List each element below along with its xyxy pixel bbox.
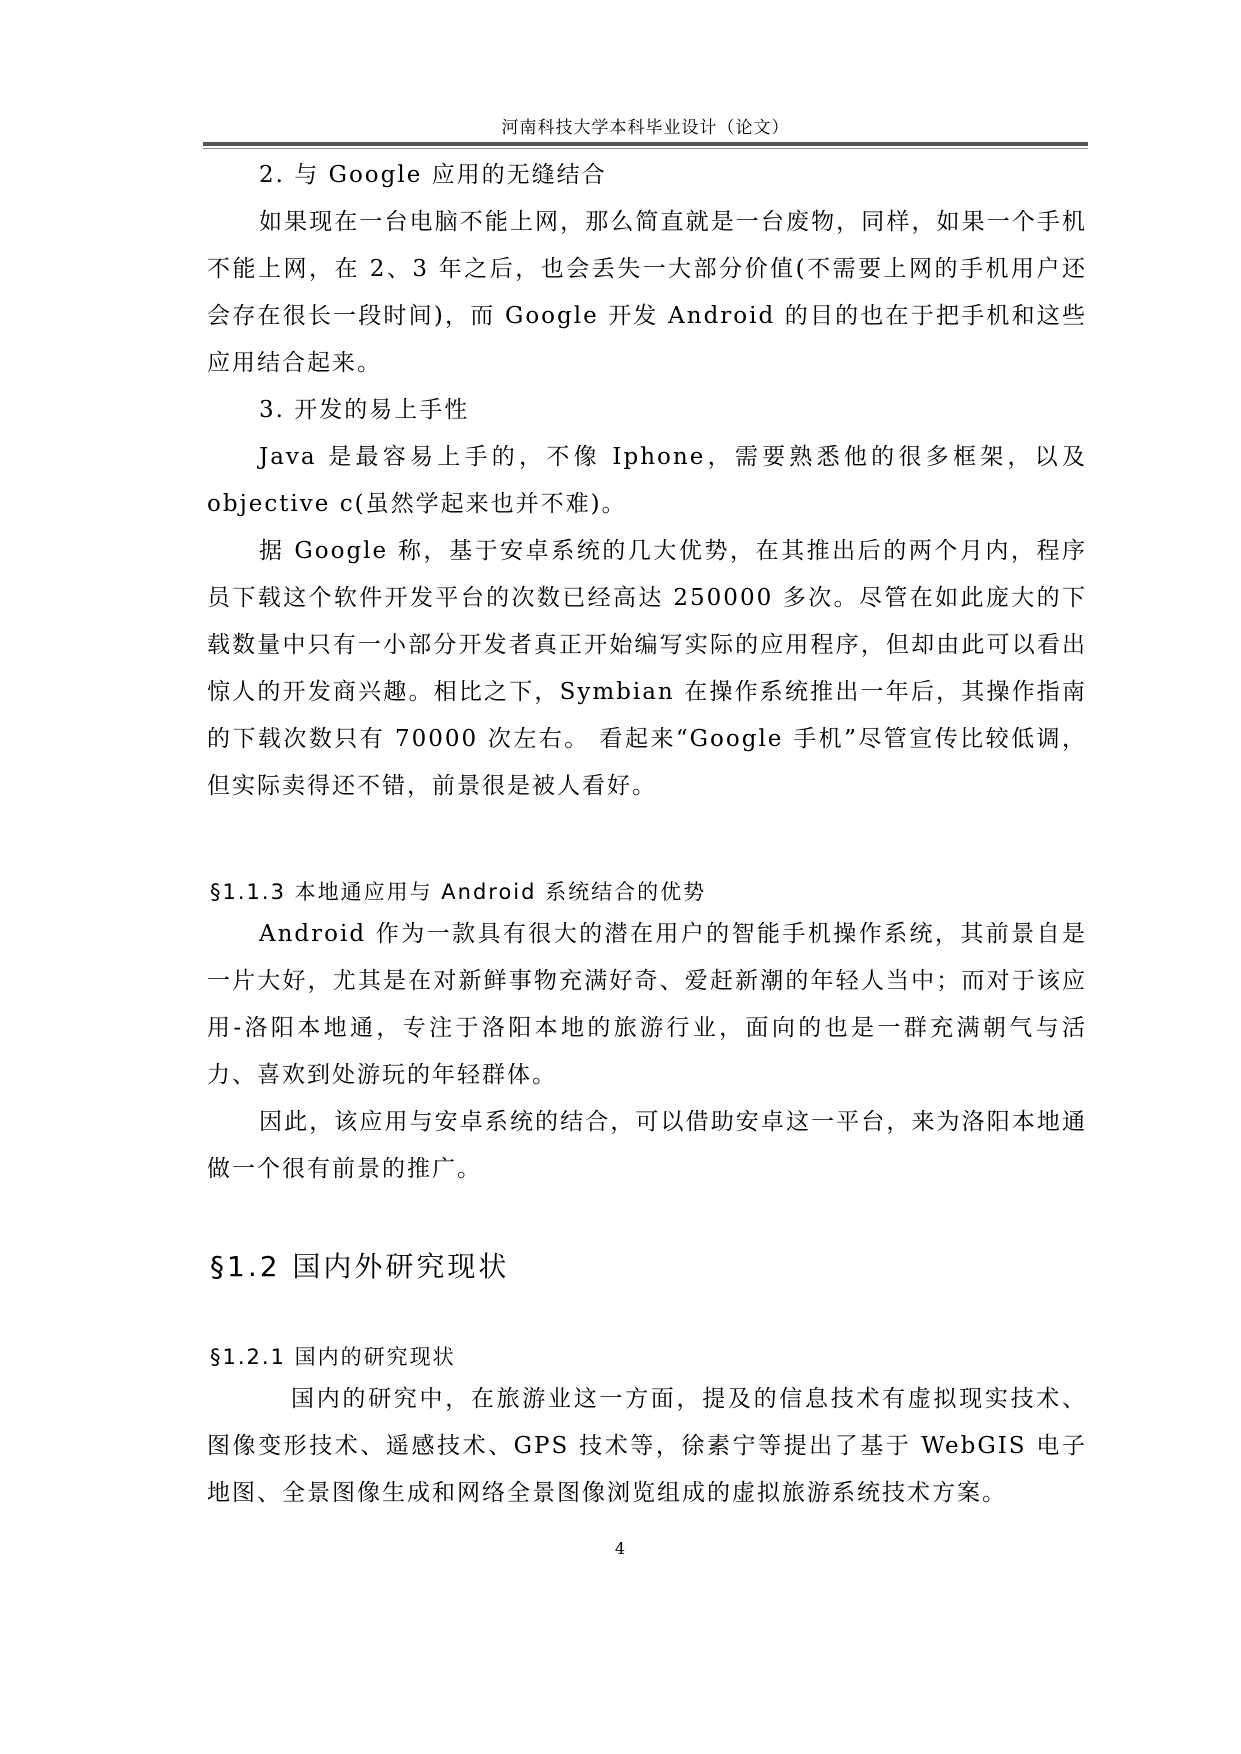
header-rule-thin [203,148,1088,149]
paragraph: Android 作为一款具有很大的潜在用户的智能手机操作系统，其前景自是一片大好，尤其是在对新鲜事物充满好奇、爱赶新潮的年轻人当中；而对于该应用-洛阳本地通，专注于洛阳本地的旅游行业，面向的也是一群充满朝气与活力、喜欢到处游玩的年轻群体。 [207,921,1087,1088]
paragraph: Java 是最容易上手的，不像 Iphone，需要熟悉他的很多框架，以及 objective c(虽然学起来也并不难)。 [207,444,1087,517]
page-header: 河南科技大学本科毕业设计（论文） [501,118,790,138]
page-number: 4 [614,1539,626,1558]
paragraph: 国内的研究中，在旅游业这一方面，提及的信息技术有虚拟现实技术、图像变形技术、遥感技术、GPS 技术等，徐素宁等提出了基于 WebGIS 电子地图、全景图像生成和网络全景图像浏览组成的虚拟旅游系统技术方案。 [207,1386,1087,1506]
header-rule [203,142,1088,146]
body-block-1 [207,152,1087,810]
section-heading: §1.2 国内外研究现状 [210,1250,510,1283]
paragraph: 因此，该应用与安卓系统的结合，可以借助安卓这一平台，来为洛阳本地通做一个很有前景的推广。 [207,1109,1087,1182]
section-heading: §1.2.1 国内的研究现状 [210,1345,456,1369]
body-block-2 [207,911,1087,1193]
list-item-heading: 3. 开发的易上手性 [259,397,470,423]
paragraph: 如果现在一台电脑不能上网，那么简直就是一台废物，同样，如果一个手机不能上网，在 2、3 年之后，也会丢失一大部分价值(不需要上网的手机用户还会存在很长一段时间)，而 Google 开发 Android 的目的也在于把手机和这些应用结合起来。 [207,209,1087,376]
paragraph: 据 Google 称，基于安卓系统的几大优势，在其推出后的两个月内，程序员下载这个软件开发平台的次数已经高达 250000 多次。尽管在如此庞大的下载数量中只有一小部分开发者真正开始编写实际的应用程序，但却由此可以看出惊人的开发商兴趣。相比之下，Symbian 在操作系统推出一年后，其操作指南的下载次数只有 70000 次左右。 看起来“Google 手机”尽管宣传比较低调，但实际卖得还不错，前景很是被人看好。 [207,538,1087,799]
body-block-3 [207,1376,1087,1517]
list-item-heading: 2. 与 Google 应用的无缝结合 [259,162,607,188]
section-heading: §1.1.3 本地通应用与 Android 系统结合的优势 [210,880,707,904]
